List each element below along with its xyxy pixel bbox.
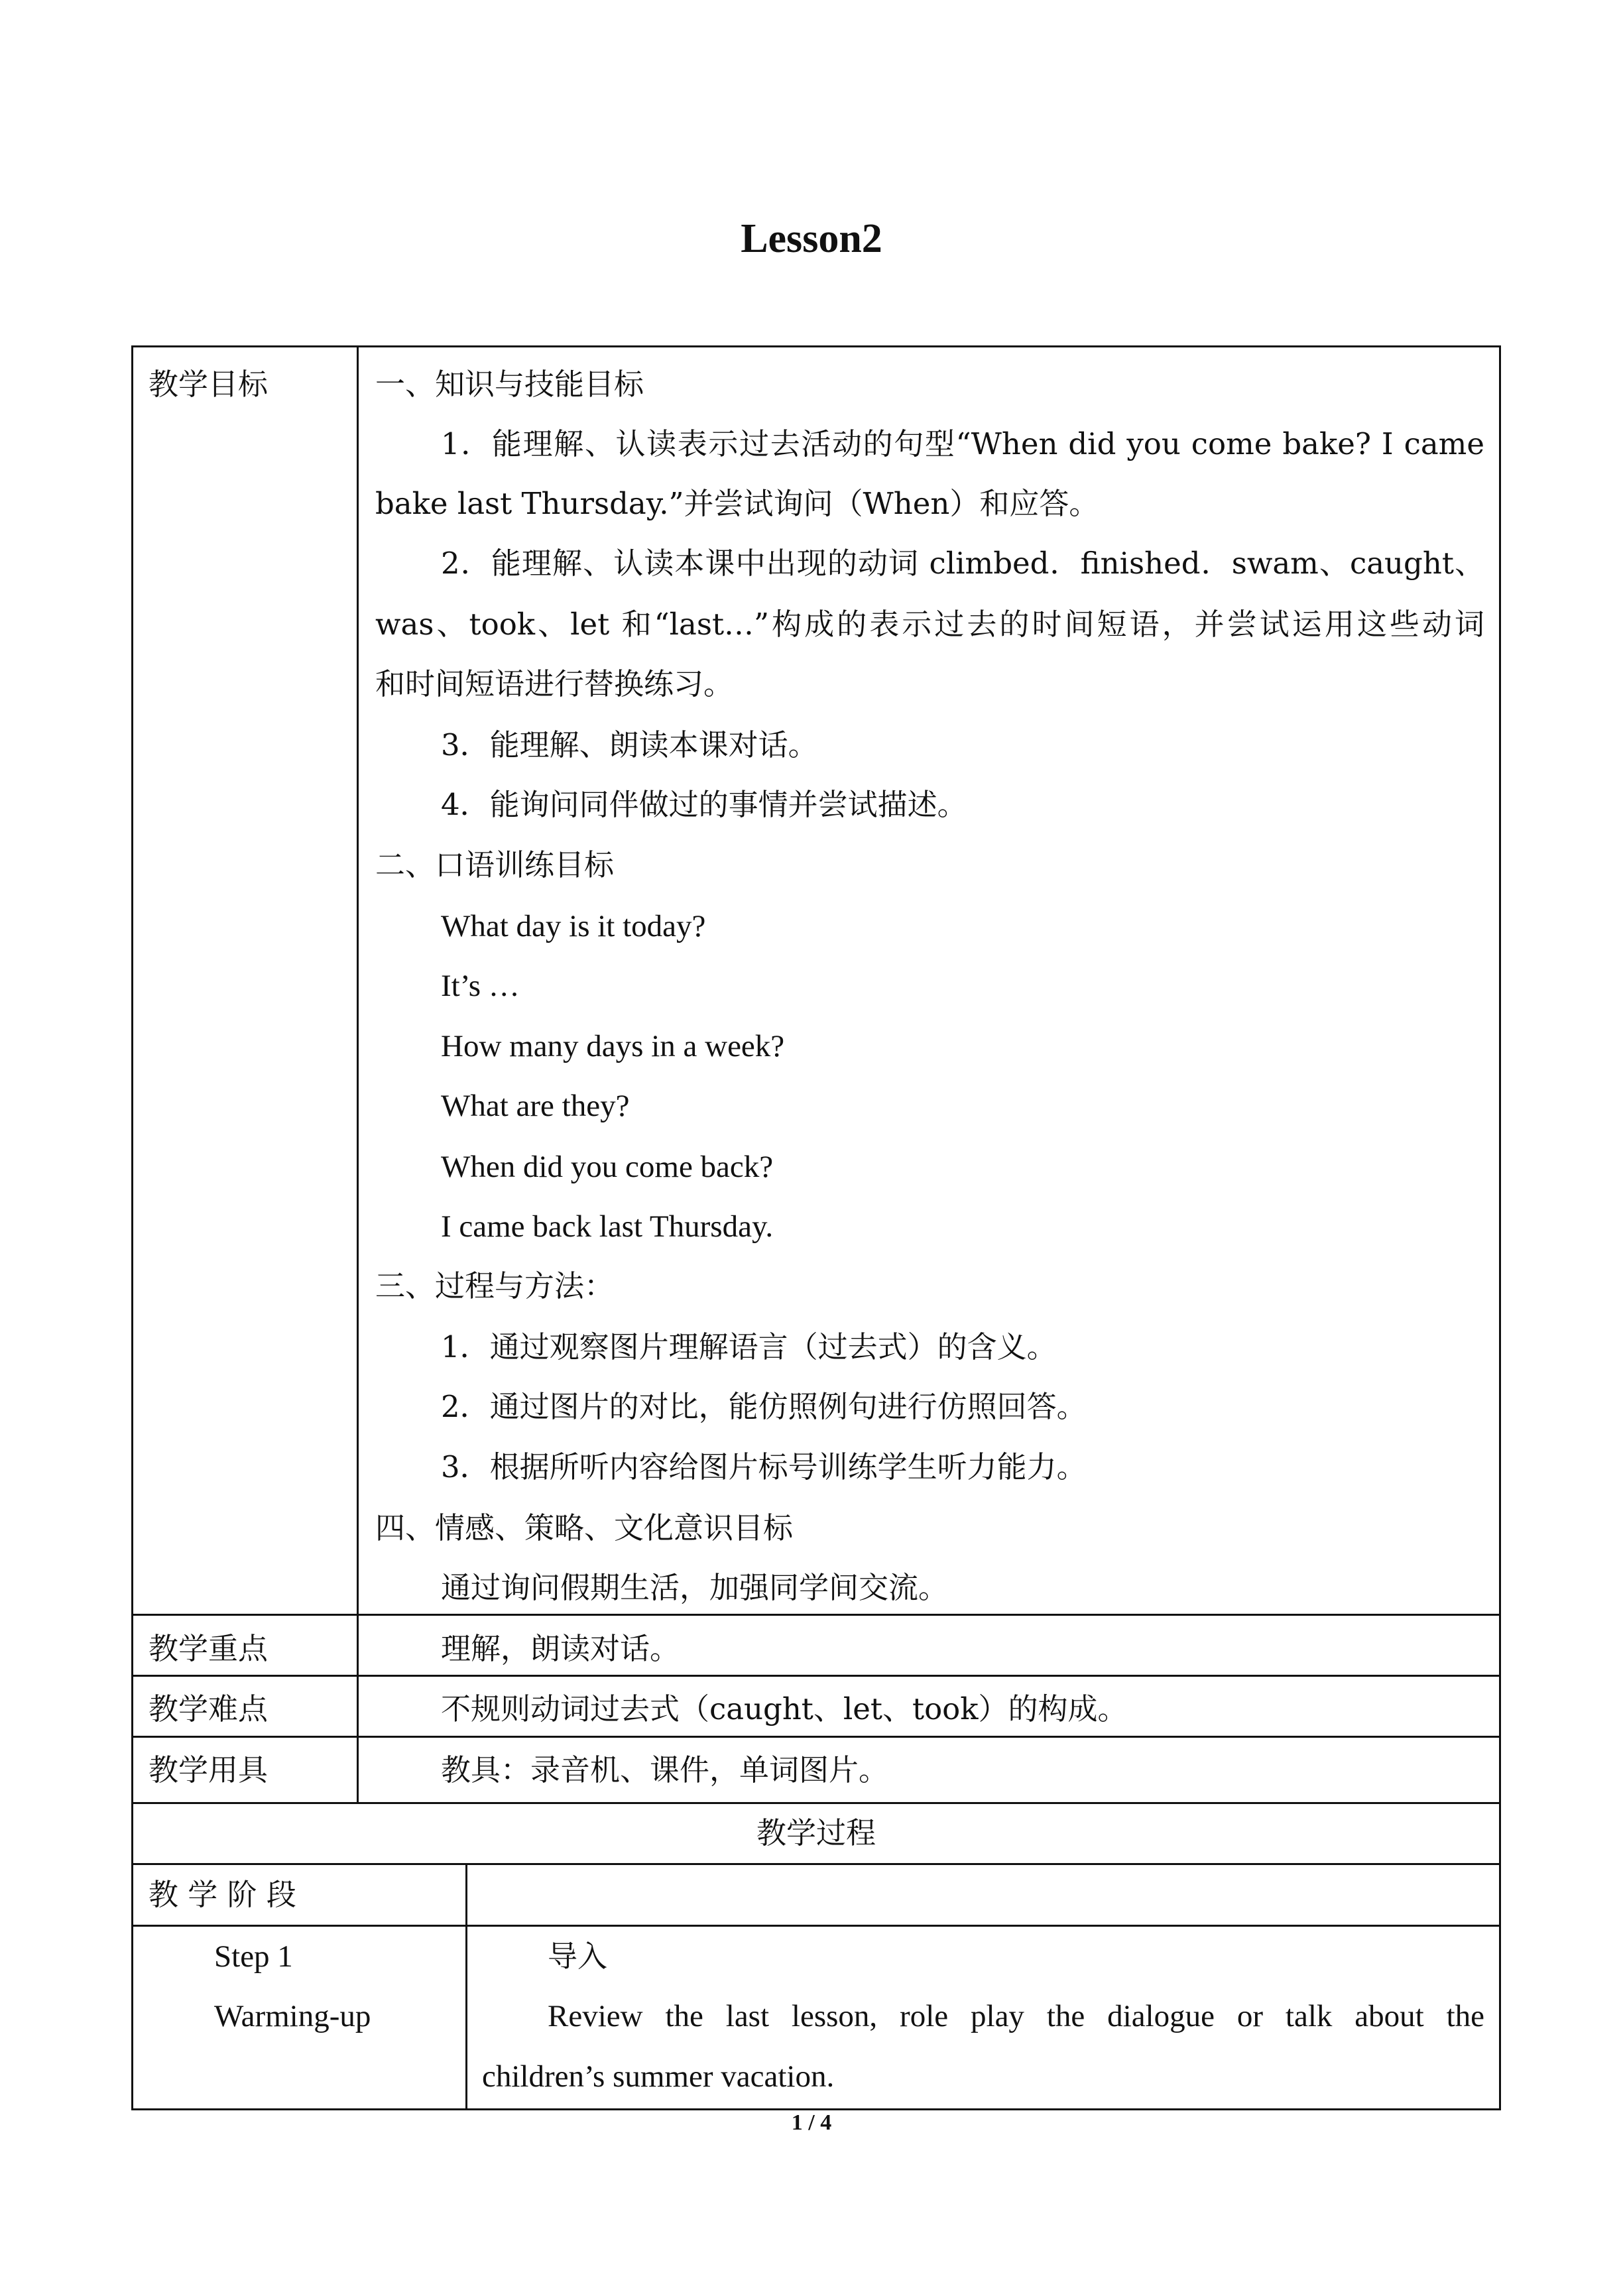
goals-label: 教学目标	[149, 367, 269, 402]
step1-subtitle: Warming-up	[214, 1999, 371, 2033]
goals-heading-oral: 二、口语训练目标	[375, 847, 615, 882]
row-divider	[131, 1802, 1501, 1804]
difficulties-text: 不规则动词过去式（caught、let、took）的构成。	[441, 1691, 1128, 1726]
goal-knowledge-2-line3: 和时间短语进行替换练习。	[375, 666, 734, 701]
goal-knowledge-1-line1: 1．能理解、认读表示过去活动的句型“When did you come bake? I came	[441, 426, 1484, 461]
oral-sentence: What are they?	[441, 1089, 630, 1123]
step1-description-line2: children’s summer vacation.	[482, 2059, 835, 2094]
process-header: 教学过程	[756, 1815, 876, 1850]
goal-process-1: 1．通过观察图片理解语言（过去式）的含义。	[441, 1329, 1057, 1364]
goal-knowledge-2-line2: was、took、let 和“last…”构成的表示过去的时间短语，并尝试运用这些动词	[375, 607, 1484, 642]
goals-heading-process: 三、过程与方法：	[375, 1268, 615, 1303]
goals-heading-knowledge: 一、知识与技能目标	[375, 367, 644, 402]
oral-sentence: It’s …	[441, 969, 520, 1003]
oral-sentence: When did you come back?	[441, 1150, 774, 1184]
oral-sentence: I came back last Thursday.	[441, 1209, 774, 1244]
row-divider	[131, 1614, 1501, 1616]
oral-sentence: How many days in a week?	[441, 1029, 785, 1063]
goal-knowledge-1-line2: bake last Thursday.”并尝试询问（When）和应答。	[375, 486, 1099, 521]
goal-process-3: 3．根据所听内容给图片标号训练学生听力能力。	[441, 1449, 1087, 1484]
goal-knowledge-2-line1: 2．能理解、认读本课中出现的动词 climbed．finished．swam、caught、	[441, 546, 1484, 581]
goal-knowledge-4: 4．能询问同伴做过的事情并尝试描述。	[441, 787, 967, 822]
row-divider	[131, 1675, 1501, 1677]
oral-sentence: What day is it today?	[441, 909, 706, 943]
stage-label: 教 学 阶 段	[149, 1877, 296, 1912]
tools-label: 教学用具	[149, 1752, 269, 1787]
goal-process-2: 2．通过图片的对比，能仿照例句进行仿照回答。	[441, 1389, 1087, 1424]
row-divider	[131, 1925, 1501, 1927]
key-points-label: 教学重点	[149, 1631, 269, 1666]
goal-knowledge-3: 3．能理解、朗读本课对话。	[441, 727, 818, 762]
row-divider	[131, 1736, 1501, 1738]
goals-heading-emotion: 四、情感、策略、文化意识目标	[375, 1510, 794, 1545]
step1-title: 导入	[548, 1939, 608, 1974]
difficulties-label: 教学难点	[149, 1691, 269, 1726]
step1-name: Step 1	[214, 1939, 293, 1974]
row-divider	[131, 1863, 1501, 1865]
stage-column-divider	[465, 1863, 467, 2110]
page-number: 1 / 4	[791, 2110, 832, 2135]
tools-text: 教具：录音机、课件，单词图片。	[441, 1752, 889, 1787]
label-column-divider	[357, 345, 359, 1804]
step1-description-line1: Review the last lesson, role play the dialogue or talk about the	[548, 1999, 1484, 2033]
key-points-text: 理解，朗读对话。	[441, 1631, 680, 1666]
goal-emotion-1: 通过询问假期生活，加强同学间交流。	[441, 1570, 949, 1605]
document-title: Lesson2	[741, 216, 882, 261]
